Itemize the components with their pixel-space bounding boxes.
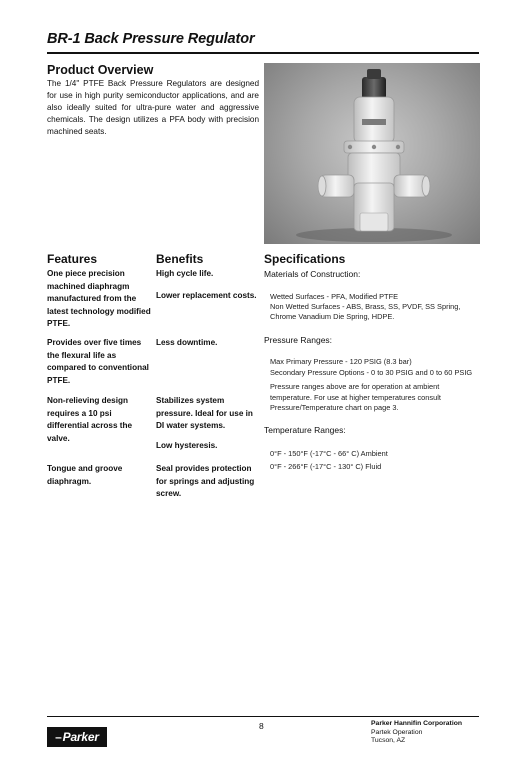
header-rule <box>47 52 479 54</box>
pressure-note: Pressure ranges above are for operation at ambient temperature. For use at higher temperatures consult Pressure/Temperature chart on page 3. <box>270 382 441 412</box>
logo-text: Parker <box>62 730 99 744</box>
company-block <box>371 720 462 746</box>
footer-rule <box>47 716 479 717</box>
specifications-heading: Specifications <box>264 252 346 266</box>
benefit-item: Low hysteresis. <box>156 441 218 450</box>
page-number: 8 <box>259 721 264 731</box>
product-photo <box>264 63 480 244</box>
benefit-item: Seal provides protection for springs and adjusting screw. <box>156 464 255 498</box>
secondary-pressure: Secondary Pressure Options - 0 to 30 PSIG and 0 to 60 PSIG <box>270 368 473 377</box>
overview-heading: Product Overview <box>47 63 154 77</box>
benefit-item: Less downtime. <box>156 338 218 347</box>
benefit-item: Lower replacement costs. <box>156 291 257 300</box>
non-wetted-surfaces-cont: Chrome Vanadium Die Spring, HDPE. <box>270 312 395 321</box>
feature-item: Provides over five times the flexural life as compared to conventional PTFE. <box>47 338 149 385</box>
page-title: BR-1 Back Pressure Regulator <box>47 31 255 47</box>
feature-item: One piece precision machined diaphragm manufactured from the latest technology modified PTFE. <box>47 269 151 328</box>
overview-text: The 1/4" PTFE Back Pressure Regulators are designed for use in high purity semiconductor applications, and are also ideally suited for ultra-pure water and aggressive chemicals. The design utilizes a PFA body with precision machined seats. <box>47 79 259 136</box>
wetted-surfaces: Wetted Surfaces - PFA, Modified PTFE <box>270 292 399 301</box>
logo-mark-icon: – <box>55 730 62 744</box>
non-wetted-surfaces: Non Wetted Surfaces - ABS, Brass, SS, PVDF, SS Spring, <box>270 302 461 311</box>
temperature-label: Temperature Ranges: <box>264 425 346 435</box>
features-heading: Features <box>47 252 98 266</box>
feature-item: Tongue and groove diaphragm. <box>47 464 123 486</box>
company-name: Parker Hannifin Corporation <box>371 720 463 727</box>
ambient-temperature: 0°F - 150°F (-17°C - 66° C) Ambient <box>270 449 388 458</box>
benefit-item: High cycle life. <box>156 269 214 278</box>
feature-item: Non-relieving design requires a 10 psi differential across the valve. <box>47 396 133 443</box>
benefits-heading: Benefits <box>156 252 204 266</box>
fluid-temperature: 0°F - 266°F (-17°C - 130° C) Fluid <box>270 462 382 471</box>
regulator-illustration <box>264 63 480 244</box>
materials-label: Materials of Construction: <box>264 269 361 279</box>
pressure-label: Pressure Ranges: <box>264 335 333 345</box>
benefit-item: Stabilizes system pressure. Ideal for use in DI water systems. <box>156 396 253 430</box>
company-location: Tucson, AZ <box>371 737 406 744</box>
max-primary-pressure: Max Primary Pressure - 120 PSIG (8.3 bar) <box>270 357 412 366</box>
company-division: Partek Operation <box>371 728 423 736</box>
parker-logo <box>47 727 107 747</box>
